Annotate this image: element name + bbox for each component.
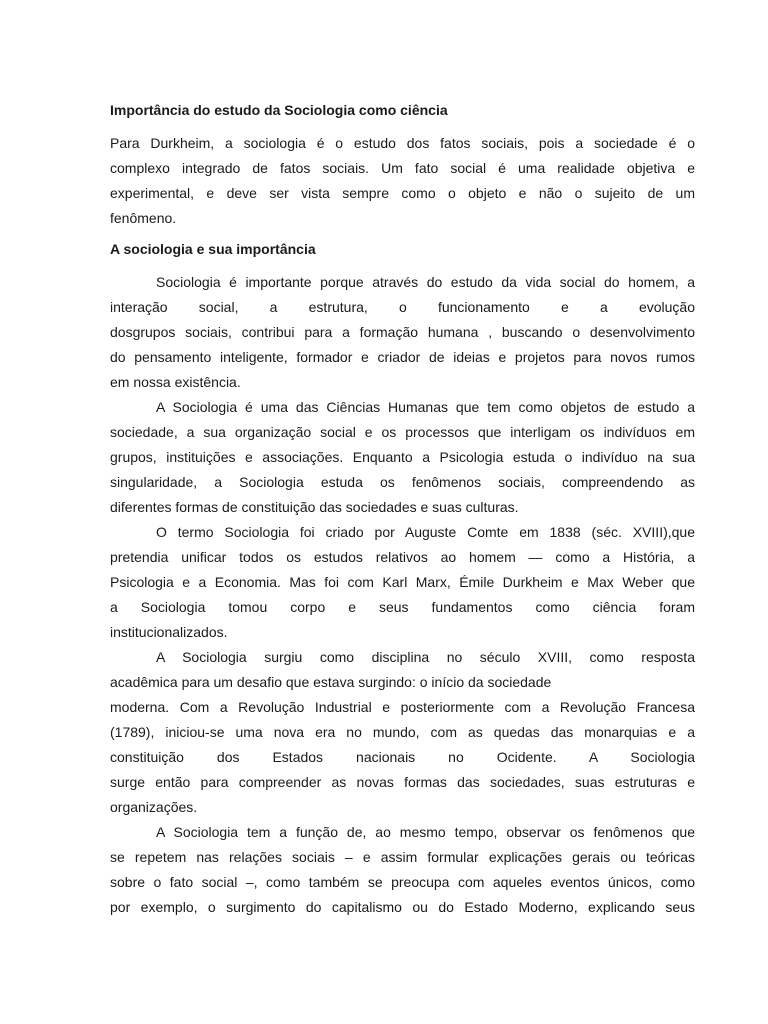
- text-line: sobre o fato social –, como também se preocupa com aqueles eventos únicos, como: [110, 874, 695, 890]
- text-line: se repetem nas relações sociais – e assim formular explicações gerais ou teóricas: [110, 849, 695, 865]
- text-line: Sociologia é importante porque através do estudo da vida social do homem, a: [156, 274, 695, 290]
- text-line: organizações.: [110, 799, 198, 815]
- text-line: moderna. Com a Revolução Industrial e posteriormente com a Revolução Francesa: [110, 699, 695, 715]
- text-line: complexo integrado de fatos sociais. Um fato social é uma realidade objetiva e: [110, 160, 695, 176]
- document-title: Importância do estudo da Sociologia como ciência: [110, 102, 448, 118]
- intro-paragraph: [110, 131, 695, 231]
- text-line: dosgrupos sociais, contribui para a formação humana , buscando o desenvolvimento: [110, 324, 695, 340]
- paragraph-3: [110, 520, 695, 645]
- section-heading: A sociologia e sua importância: [110, 241, 316, 257]
- text-line: interação social, a estrutura, o funcionamento e a evolução: [110, 299, 695, 315]
- text-line: sociedade, a sua organização social e os processos que interligam os indivíduos em: [110, 424, 695, 440]
- text-line: constituição dos Estados nacionais no Ocidente. A Sociologia: [110, 749, 695, 765]
- text-line: do pensamento inteligente, formador e criador de ideias e projetos para novos rumos: [110, 349, 695, 365]
- text-line: diferentes formas de constituição das sociedades e suas culturas.: [110, 499, 519, 515]
- document-page: [110, 98, 695, 920]
- paragraph-5: [110, 820, 695, 920]
- text-line: fenômeno.: [110, 210, 177, 226]
- text-line: Psicologia e a Economia. Mas foi com Karl Marx, Émile Durkheim e Max Weber que: [110, 574, 695, 590]
- text-line: pretendia unificar todos os estudos relativos ao homem — como a História, a: [110, 549, 695, 565]
- text-line: A Sociologia tem a função de, ao mesmo tempo, observar os fenômenos que: [156, 824, 695, 840]
- text-line: singularidade, a Sociologia estuda os fenômenos sociais, compreendendo as: [110, 474, 695, 490]
- text-line: A Sociologia surgiu como disciplina no século XVIII, como resposta: [156, 649, 695, 665]
- text-line: surge então para compreender as novas formas das sociedades, suas estruturas e: [110, 774, 695, 790]
- text-line: O termo Sociologia foi criado por Auguste Comte em 1838 (séc. XVIII),que: [156, 524, 695, 540]
- text-line: experimental, e deve ser vista sempre como o objeto e não o sujeito de um: [110, 185, 695, 201]
- text-line: (1789), iniciou-se uma nova era no mundo, com as quedas das monarquias e a: [110, 724, 695, 740]
- text-line: Para Durkheim, a sociologia é o estudo dos fatos sociais, pois a sociedade é o: [110, 135, 695, 151]
- text-line: grupos, instituições e associações. Enquanto a Psicologia estuda o indivíduo na sua: [110, 449, 695, 465]
- text-line: por exemplo, o surgimento do capitalismo ou do Estado Moderno, explicando seus: [110, 899, 695, 915]
- text-line: a Sociologia tomou corpo e seus fundamentos como ciência foram: [110, 599, 695, 615]
- paragraph-2: [110, 395, 695, 520]
- text-line: acadêmica para um desafio que estava surgindo: o início da sociedade: [110, 674, 552, 690]
- text-line: A Sociologia é uma das Ciências Humanas que tem como objetos de estudo a: [156, 399, 695, 415]
- paragraph-4: [110, 645, 695, 820]
- text-line: institucionalizados.: [110, 624, 228, 640]
- paragraph-1: [110, 270, 695, 395]
- text-line: em nossa existência.: [110, 374, 241, 390]
